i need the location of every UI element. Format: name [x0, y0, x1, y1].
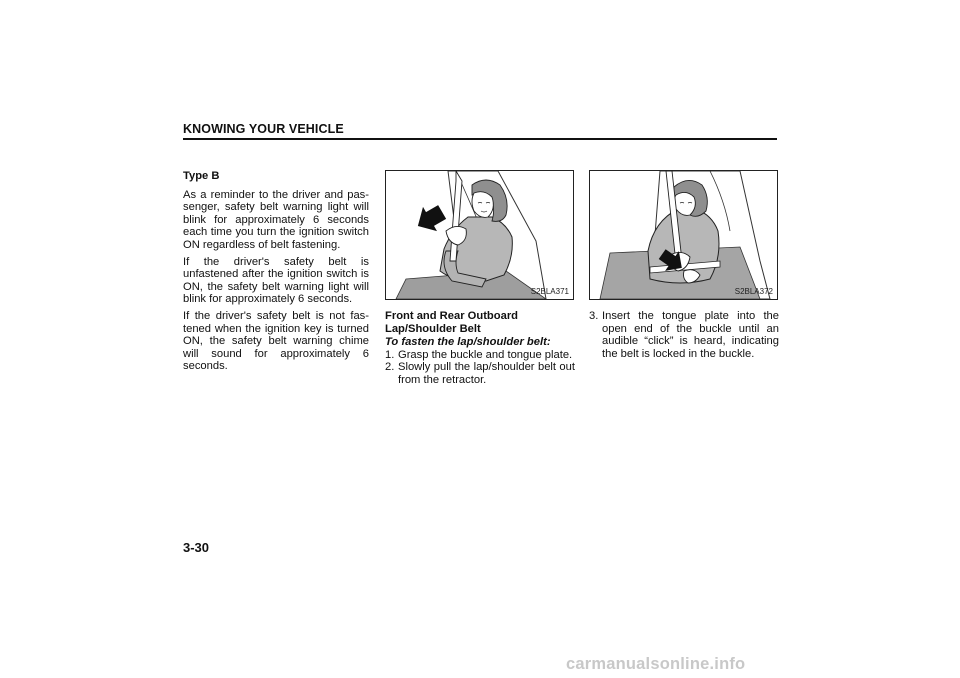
- step-text: Grasp the buckle and tongue plate.: [398, 348, 573, 361]
- step-number: 3.: [589, 310, 599, 322]
- step-item: [385, 361, 575, 386]
- step-text: Slowly pull the lap/shoulder belt out from the retractor.: [398, 361, 575, 386]
- figure-code: S2BLA371: [530, 287, 569, 296]
- column-insert-instructions: [589, 310, 779, 360]
- step-item: [589, 310, 779, 360]
- step-number: 2.: [385, 361, 395, 374]
- step-item: [385, 349, 575, 362]
- header-divider: [183, 138, 777, 140]
- section-subtitle: To fasten the lap/shoulder belt:: [385, 336, 551, 349]
- illustration-woman-pulling-belt: [386, 171, 573, 299]
- step-text: Insert the tongue plate into the open end of the buckle until an audible “click” is heard, indicating the belt is locked in the buckle.: [602, 310, 779, 360]
- section-title: KNOWING YOUR VEHICLE: [183, 122, 344, 136]
- page-number: 3-30: [183, 540, 210, 555]
- section-heading: Front and Rear Outboard Lap/Shoulder Belt: [385, 310, 519, 335]
- subheading-type-b: Type B: [183, 170, 220, 182]
- figure-code: S2BLA372: [734, 287, 773, 296]
- paragraph: If the driver's safety belt is unfastened after the ignition switch is ON, the safety belt warning light will blink for approximately 6 seconds.: [183, 255, 369, 306]
- figure-pull-belt: [385, 170, 574, 300]
- paragraph: If the driver's safety belt is not fas-tened when the ignition key is turned ON, the safety belt warning chime will sound for approximately 6 seconds.: [183, 309, 369, 373]
- column-type-b: [183, 170, 369, 377]
- watermark: carmanualsonline.info: [566, 655, 746, 673]
- paragraph: As a reminder to the driver and pas-senger, safety belt warning light will blink for approximately 6 seconds each time you turn the ignition switch ON regardless of belt fastening.: [183, 188, 369, 251]
- illustration-woman-buckling-belt: [590, 171, 777, 299]
- figure-insert-tongue: [589, 170, 778, 300]
- step-number: 1.: [385, 348, 395, 361]
- column-fasten-instructions: [385, 310, 575, 387]
